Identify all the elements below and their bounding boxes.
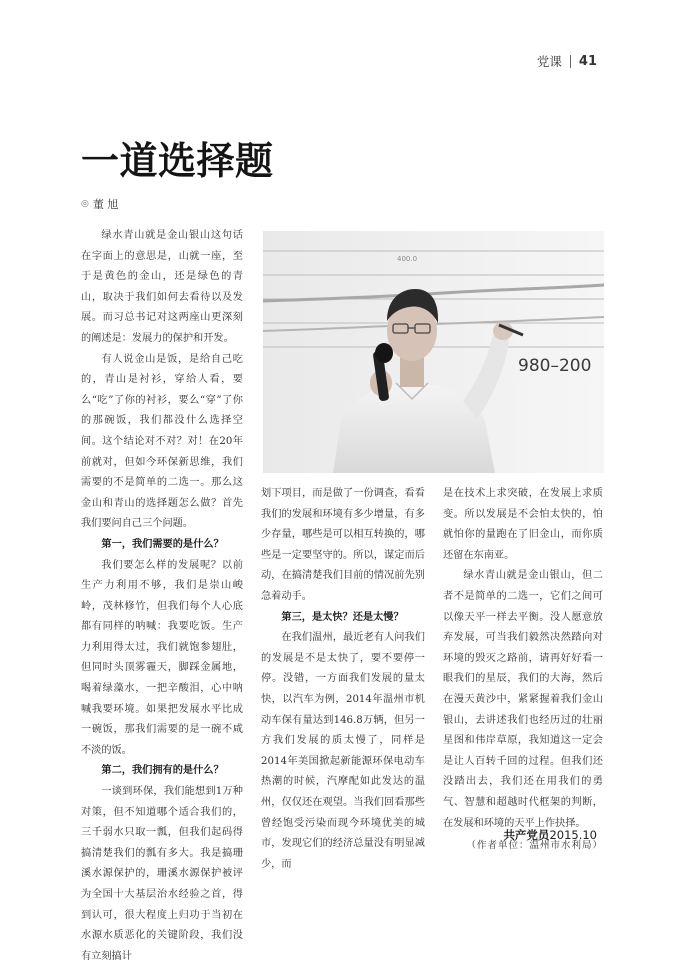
paragraph: 绿水青山就是金山银山，但二者不是简单的二选一，它们之间可以像天平一样去平衡。没人愿意放弃发展，可当我们毅然决然踏向对环境的毁灭之路前，请再好好看一眼我们的星辰，我们的大海，然后在漫天黄沙中，紧紧握着我们金山银山，去讲述我们也经历过的壮丽星图和伟岸草原，我知道这一定会是让人百转千回的过程。但我们还没踏出去，我们还在用我们的勇气、智慧和超越时代框架的判断，在发展和环境的天平上作抉择。 [443,570,603,829]
column-2 [261,484,425,875]
speaker-photo [263,231,604,473]
column-3 [443,484,603,857]
paragraph: 划下项目，而是做了一份调查，看看我们的发展和环境有多少增量，有多少存量，哪些是可以相互转换的，哪些是一定要坚守的。所以，谋定而后动，在搞清楚我们目前的情况前先别急着动手。 [261,488,425,602]
author-line [81,196,118,212]
paragraph: 我们要怎么样的发展呢？以前生产力利用不够，我们是崇山峻岭，茂林修竹，但我们每个人心底都有同样的呐喊：我要吃饭。生产力利用得太过，我们就饱参翅肚，但同时头顶雾霾天，脚踩金属地，喝着绿藻水，一把辛酸泪，心中呐喊我要环境。如果把发展水平比成一碗饭，那我们需要的是一碗不咸不淡的饭。 [81,559,243,756]
magazine-logo: 共产党员 [503,828,550,842]
author-affiliation: （作者单位：温州市水利局） [466,840,603,852]
author-name: 董 旭 [92,198,119,211]
paragraph: 有人说金山是饭，是给自己吃的，青山是衬衫，穿给人看，要么“吃”了你的衬衫，要么“穿”了你的那碗饭，我们都没什么选择空间。这个结论对不对？对！在20年前就对，但如今环保新思维，我们需要的不是简单的二选一。那么这金山和青山的选择题怎么做？首先我们要问自己三个问题。 [81,353,243,530]
article-title: 一道选择题 [81,138,274,183]
paragraph: 是在技术上求突破，在发展上求质变。所以发展是不会怕太快的，怕就怕你的量跑在了旧金山，而你质还留在东南亚。 [443,488,603,561]
paragraph: 在我们温州，最近老有人问我们的发展是不是太快了，要不要停一停。没错，一方面我们发展的量太快，以汽车为例，2014年温州市机动车保有量达到146.8万辆，但另一方我们发展的质太慢了，同样是2014年美国掀起新能源环保电动车热潮的时候，汽摩配如此发达的温州，仅仅还在观望。当我们回看那些曾经饱受污染而现今环境优美的城市，发现它们的经济总量没有明显减少，而 [261,632,425,870]
page-header [537,52,597,70]
column-1-top [81,226,243,967]
magazine-footer [503,827,597,843]
paragraph: 绿水青山就是金山银山这句话在字面上的意思是，山就一座，至于是黄色的金山，还是绿色的青山，取决于我们如何去看待以及发展。而习总书记对这两座山更深刻的阐述是：发展力的保护和开发。 [81,230,243,344]
section-heading: 第一，我们需要的是什么？ [101,538,224,550]
paragraph: 一谈到环保，我们能想到1万种对策，但不知道哪个适合我们的，三千弱水只取一瓢，但我们起码得搞清楚我们的瓢有多大。我是搞珊溪水源保护的，珊溪水源保护被评为全国十大基层治水经验之首，得到认可，很大程度上归功于当初在水源水质恶化的关键阶段，我们没有立刻搞计 [81,786,243,962]
chart-label: 400.0 [397,255,418,263]
section-heading: 第二，我们拥有的是什么？ [101,765,224,777]
issue-number: 2015.10 [549,828,597,842]
section-heading: 第三，是太快？还是太慢？ [281,611,404,623]
photo-image [263,231,604,473]
page-number: 41 [578,53,597,69]
header-divider [570,55,571,68]
screen-text: 980–200 [518,356,592,376]
section-label: 党课 [536,54,562,69]
bullet-icon: ◎ [81,199,89,209]
